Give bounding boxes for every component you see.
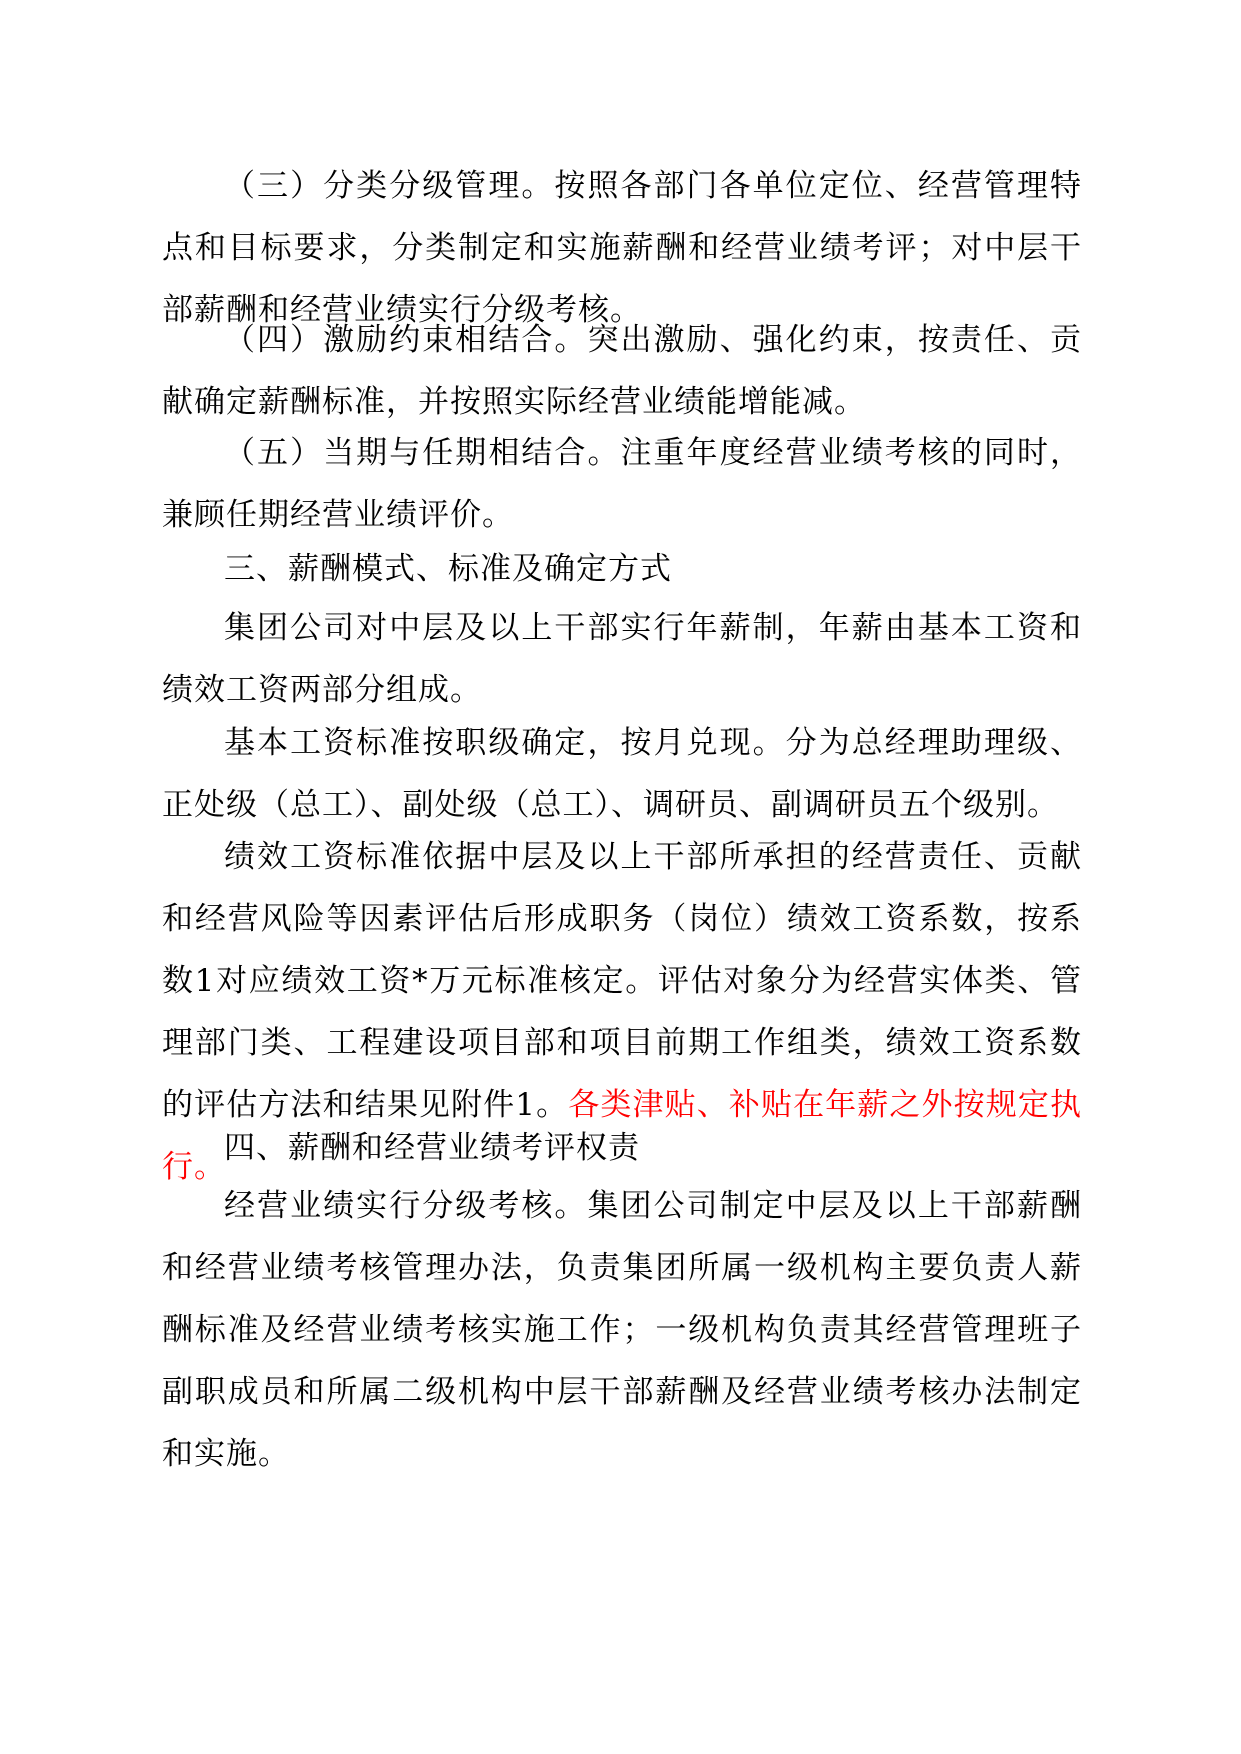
paragraph-text: 经营业绩实行分级考核。集团公司制定中层及以上干部薪酬和经营业绩考核管理办法，负责集团所属一级机构主要负责人薪酬标准及经营业绩考核实施工作；一级机构负责其经营管理班子副职成员和所属二级机构中层干部薪酬及经营业绩考核办法制定和实施。 xyxy=(162,1188,1082,1472)
highlighted-allowance-note: 各类津贴、补贴在年薪之外按规定执行。 xyxy=(162,1087,1082,1185)
paragraph-text: 基本工资标准按职级确定，按月兑现。分为总经理助理级、正处级（总工）、副处级（总工）、调研员、副调研员五个级别。 xyxy=(162,725,1082,823)
heading-text: 四、薪酬和经营业绩考评权责 xyxy=(224,1130,640,1166)
paragraph-incentive-constraint xyxy=(162,309,1082,433)
paragraph-text: 绩效工资标准依据中层及以上干部所承担的经营责任、贡献和经营风险等因素评估后形成职务（岗位）绩效工资系数，按系数1对应绩效工资*万元标准核定。评估对象分为经营实体类、管理部门类、工程建设项目部和项目前期工作组类，绩效工资系数的评估方法和结果见附件1。 xyxy=(162,839,1082,1123)
paragraph-text: 集团公司对中层及以上干部实行年薪制，年薪由基本工资和绩效工资两部分组成。 xyxy=(162,610,1082,708)
paragraph-basic-salary xyxy=(162,712,1082,836)
section-heading-salary-model xyxy=(162,538,1082,600)
paragraph-tiered-assessment xyxy=(162,1175,1082,1485)
heading-text: 三、薪酬模式、标准及确定方式 xyxy=(224,551,672,587)
paragraph-text: （五）当期与任期相结合。注重年度经营业绩考核的同时，兼顾任期经营业绩评价。 xyxy=(162,435,1082,533)
paragraph-current-term xyxy=(162,422,1082,546)
paragraph-text: （三）分类分级管理。按照各部门各单位定位、经营管理特点和目标要求，分类制定和实施薪酬和经营业绩考评；对中层干部薪酬和经营业绩实行分级考核。 xyxy=(162,168,1082,328)
paragraph-text: （四）激励约束相结合。突出激励、强化约束，按责任、贡献确定薪酬标准，并按照实际经营业绩能增能减。 xyxy=(162,322,1082,420)
section-heading-assessment-authority xyxy=(162,1117,1082,1179)
paragraph-annual-salary xyxy=(162,597,1082,721)
